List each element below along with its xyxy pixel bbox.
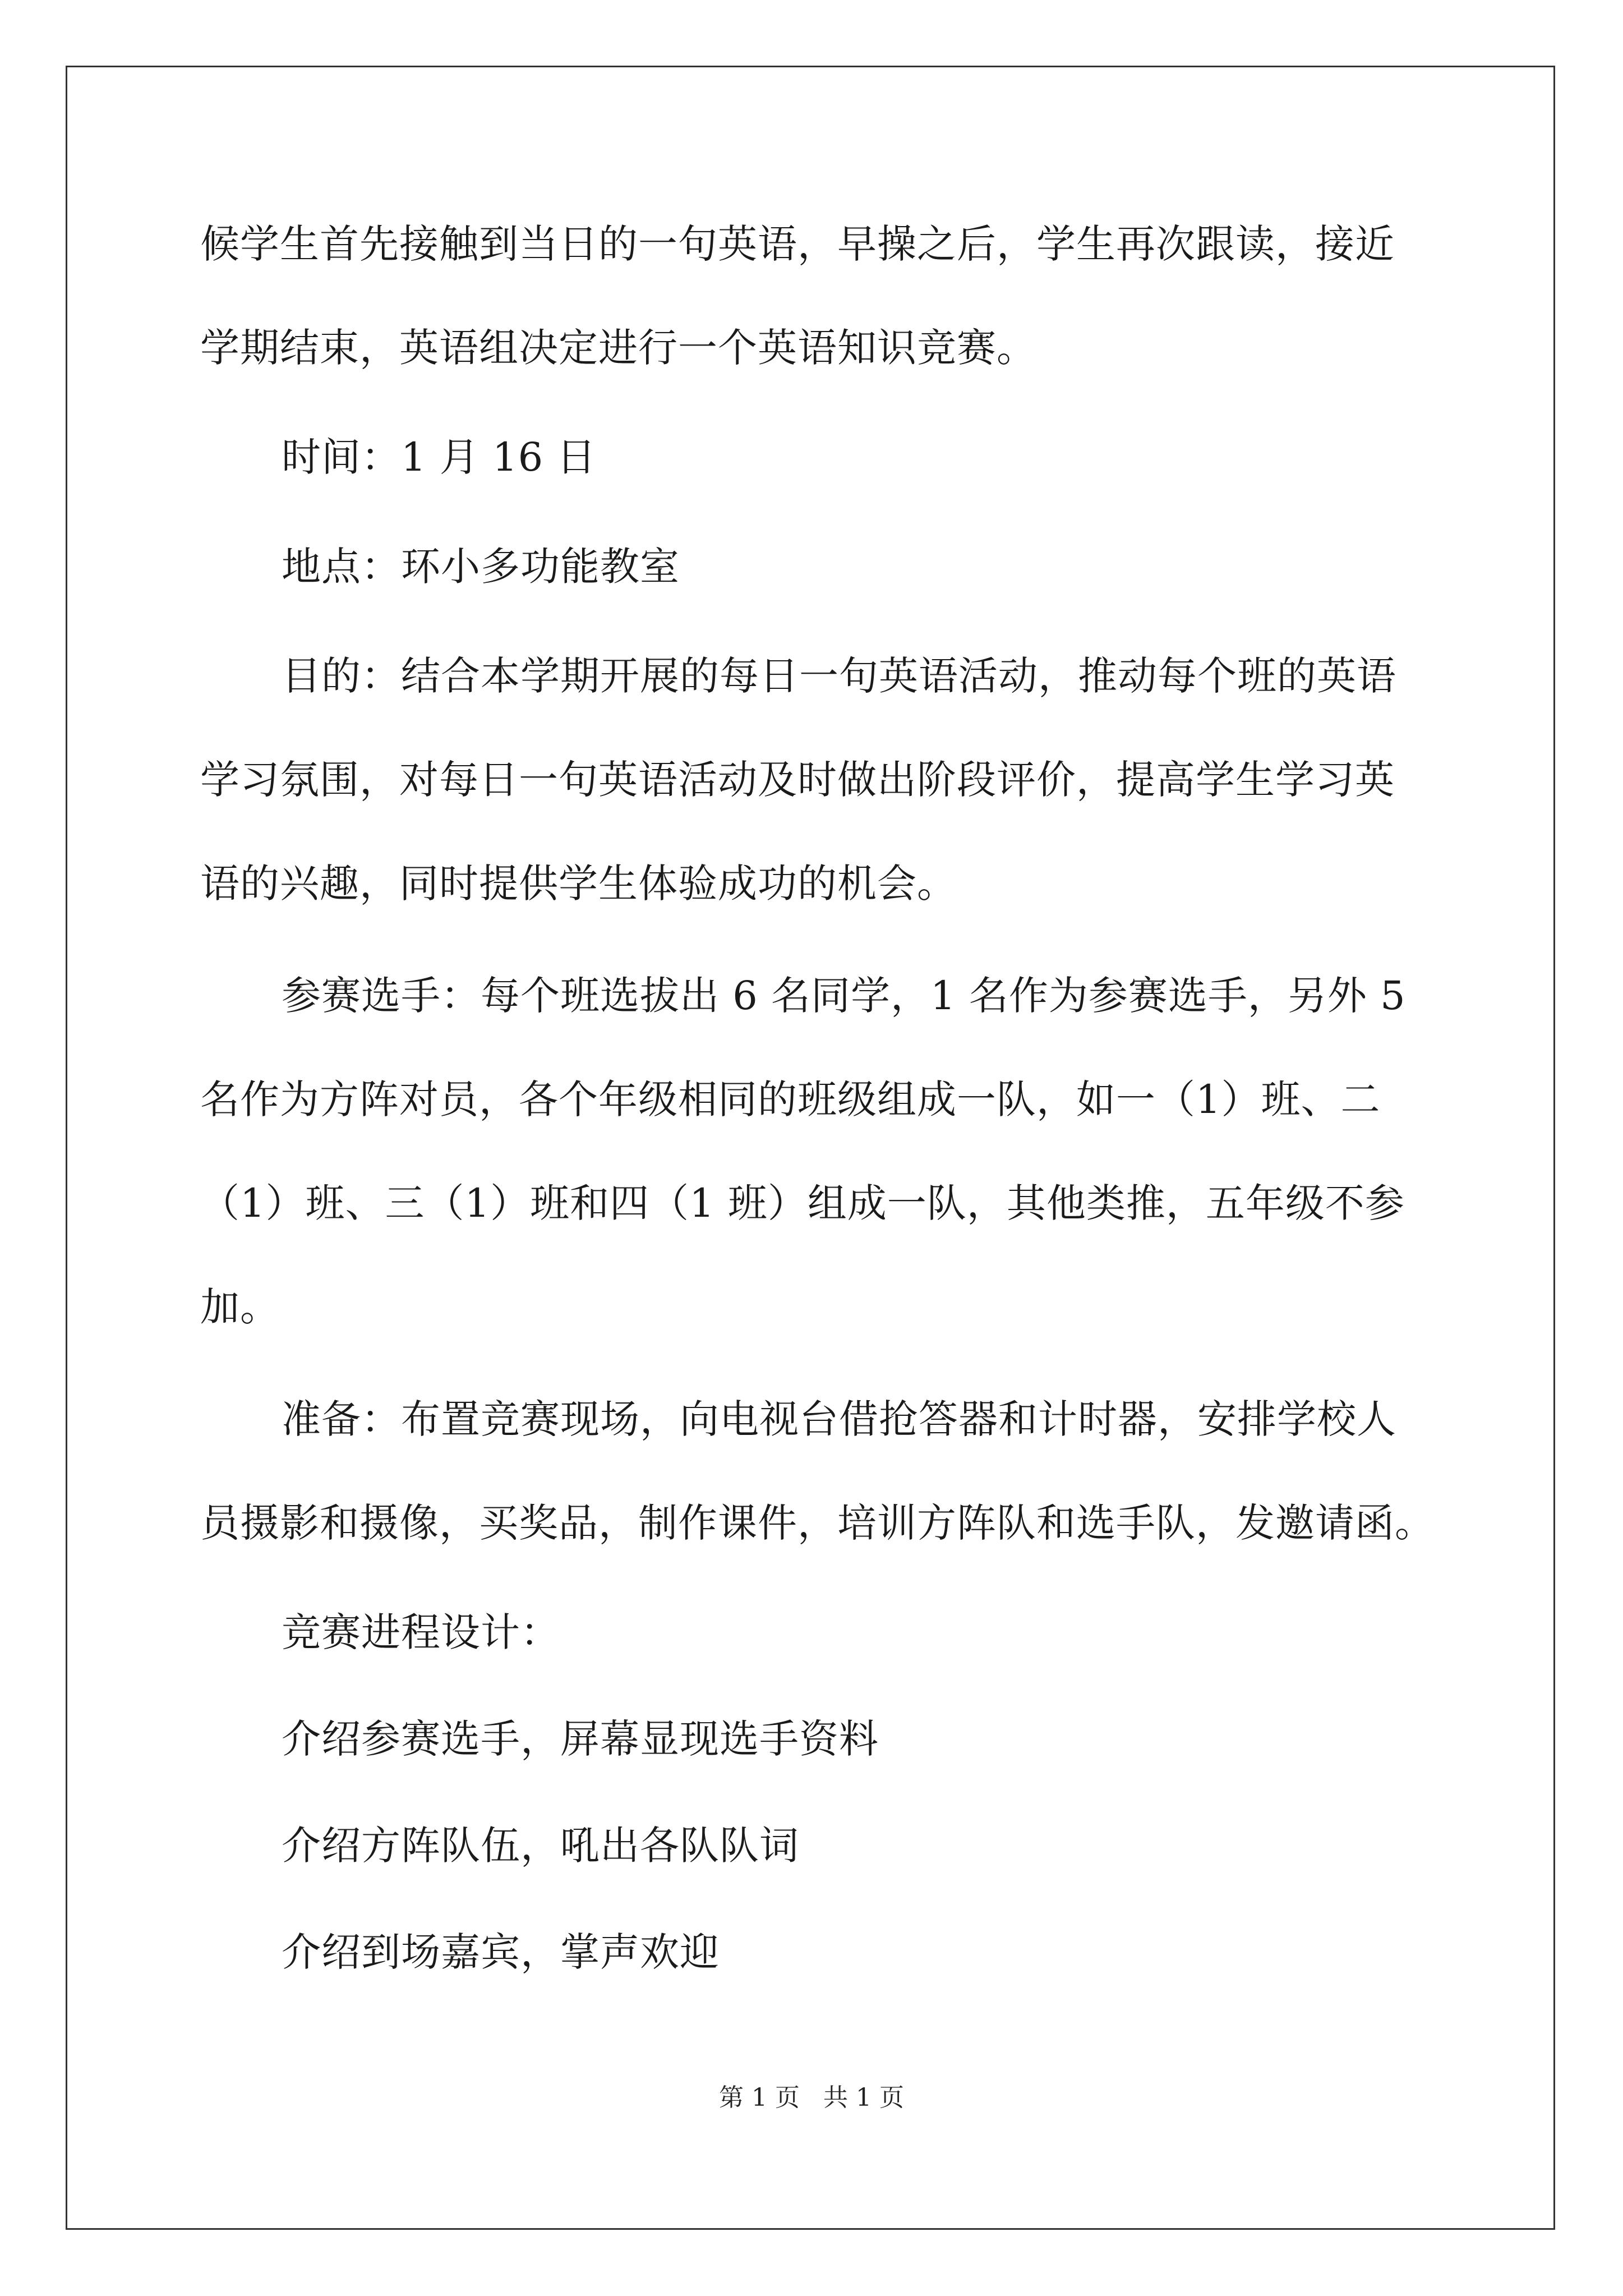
paragraph-line: 语的兴趣，同时提供学生体验成功的机会。 bbox=[200, 861, 957, 907]
purpose-line: 目的：结合本学期开展的每日一句英语活动，推动每个班的英语 bbox=[282, 653, 1396, 699]
process-heading: 竞赛进程设计： bbox=[282, 1609, 560, 1655]
paragraph-line: （1）班、三（1）班和四（1 班）组成一队，其他类推，五年级不参 bbox=[200, 1180, 1405, 1226]
paragraph-line: 候学生首先接触到当日的一句英语，早操之后，学生再次跟读，接近 bbox=[200, 221, 1395, 267]
process-item: 介绍方阵队伍，吼出各队队词 bbox=[282, 1823, 799, 1869]
paragraph-line: 名作为方阵对员，各个年级相同的班级组成一队，如一（1）班、二 bbox=[200, 1076, 1381, 1122]
time-line: 时间：1 月 16 日 bbox=[282, 434, 597, 480]
participants-line: 参赛选手：每个班选拔出 6 名同学，1 名作为参赛选手，另外 5 bbox=[282, 973, 1406, 1019]
paragraph-line: 学期结束，英语组决定进行一个英语知识竞赛。 bbox=[200, 325, 1036, 371]
paragraph-line: 员摄影和摄像，买奖品，制作课件，培训方阵队和选手队，发邀请函。 bbox=[200, 1500, 1435, 1546]
preparation-line: 准备：布置竞赛现场，向电视台借抢答器和计时器，安排学校人 bbox=[282, 1396, 1396, 1442]
process-item: 介绍到场嘉宾，掌声欢迎 bbox=[282, 1929, 720, 1975]
paragraph-line: 学习氛围，对每日一句英语活动及时做出阶段评价，提高学生学习英 bbox=[200, 757, 1395, 803]
paragraph-line: 加。 bbox=[200, 1284, 280, 1330]
page-border bbox=[66, 66, 1555, 2230]
location-line: 地点：环小多功能教室 bbox=[282, 544, 680, 590]
process-item: 介绍参赛选手，屏幕显现选手资料 bbox=[282, 1716, 879, 1762]
page-number-footer: 第 1 页 共 1 页 bbox=[719, 2083, 904, 2112]
